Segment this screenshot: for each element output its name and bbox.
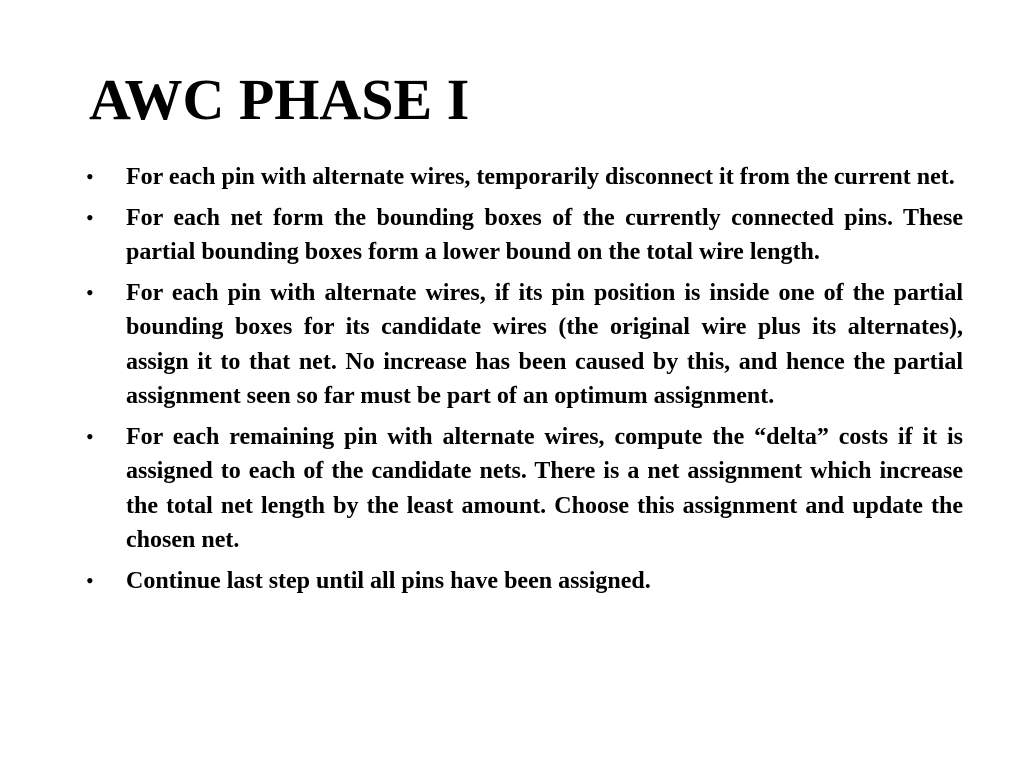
bullet-text: For each net form the bounding boxes of the currently connected pins. These partial bounding boxes form a lower bound on the total wire length. <box>126 204 963 265</box>
bullet-text: For each remaining pin with alternate wires, compute the “delta” costs if it is assigned to each of the candidate nets. There is a net assignment which increase the total net length by the least amount. Choose this assignment and update the chosen net. <box>126 423 963 553</box>
bullet-dot-icon: • <box>86 423 94 449</box>
slide-title: AWC PHASE I <box>89 67 470 132</box>
bullet-text: Continue last step until all pins have been assigned. <box>126 567 651 594</box>
bullet-item <box>86 201 963 270</box>
bullet-item <box>86 420 963 558</box>
bullet-dot-icon: • <box>86 567 94 593</box>
bullet-item <box>86 276 963 414</box>
bullet-dot-icon: • <box>86 204 94 230</box>
bullet-item <box>86 160 963 195</box>
bullet-list <box>86 160 963 604</box>
bullet-text: For each pin with alternate wires, temporarily disconnect it from the current net. <box>126 164 955 190</box>
bullet-dot-icon: • <box>86 164 94 189</box>
bullet-text: For each pin with alternate wires, if its pin position is inside one of the partial bounding boxes for its candidate wires (the original wire plus its alternates), assign it to that net. No increase has been caused by this, and hence the partial assignment seen so far must be part of an optimum assignment. <box>126 279 963 409</box>
bullet-item <box>86 564 963 599</box>
bullet-dot-icon: • <box>86 279 94 305</box>
